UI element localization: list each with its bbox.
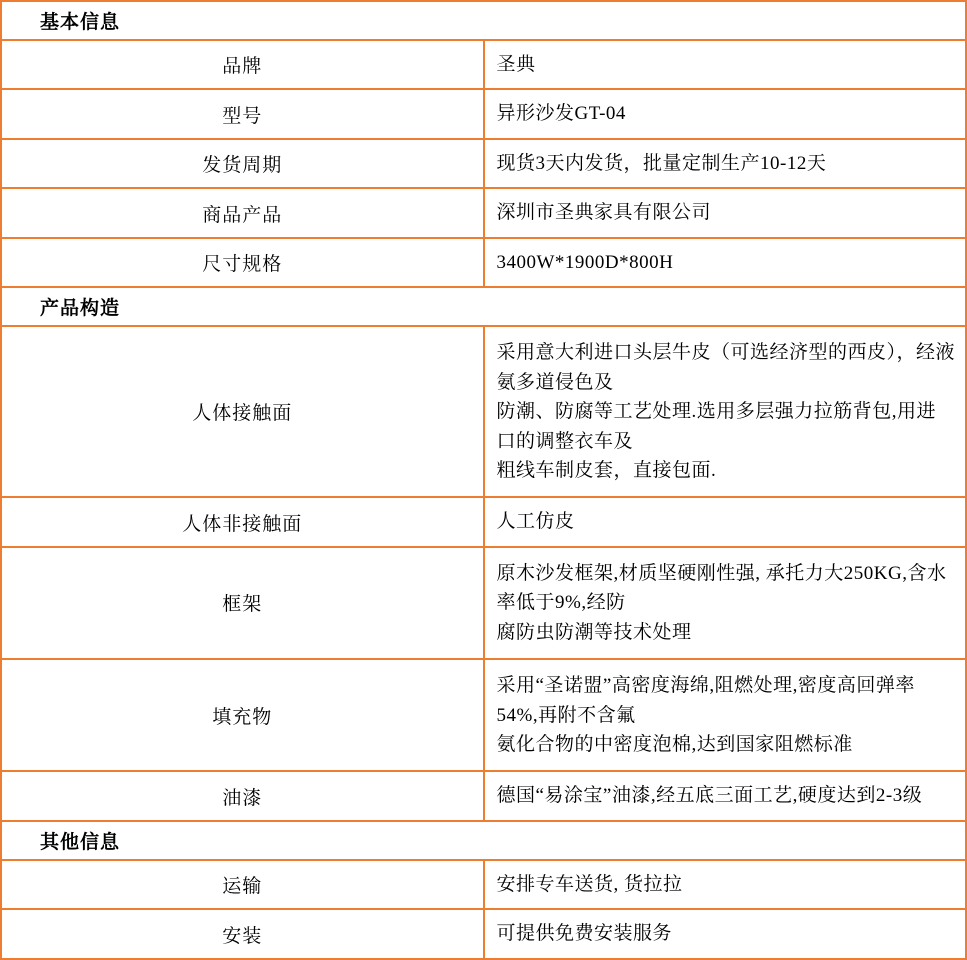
row-label: 发货周期	[1, 139, 484, 188]
row-value	[484, 238, 967, 287]
row-value	[484, 860, 967, 909]
row-value-line: 德国“易涂宝”油漆,经五底三面工艺,硬度达到2-3级	[496, 785, 923, 807]
row-value-line: 异形沙发GT-04	[496, 103, 626, 125]
row-label: 品牌	[1, 40, 484, 89]
row-value-line: 粗线车制皮套，直接包面.	[496, 459, 717, 481]
table-row	[1, 89, 966, 138]
row-value-line: 氨化合物的中密度泡棉,达到国家阻燃标准	[496, 734, 853, 755]
row-label: 填充物	[1, 659, 484, 771]
row-value	[484, 497, 967, 546]
row-label: 型号	[1, 89, 484, 138]
row-value-line: 防潮、防腐等工艺处理.选用多层强力拉筋背包,用进口的调整衣车及	[496, 401, 937, 452]
row-value-line: 安排专车送货, 货拉拉	[496, 873, 683, 895]
row-value-line: 采用“圣诺盟”高密度海绵,阻燃处理,密度高回弹率54%,再附不含氟	[496, 675, 915, 726]
table-row	[1, 860, 966, 909]
row-label: 安装	[1, 909, 484, 958]
row-label: 人体接触面	[1, 326, 484, 497]
row-value	[484, 326, 967, 497]
section-title: 基本信息	[1, 1, 966, 40]
row-value-line: 深圳市圣典家具有限公司	[496, 202, 712, 224]
row-value-line: 采用意大利进口头层牛皮（可选经济型的西皮），经液氨多道侵色及	[496, 342, 956, 393]
table-row	[1, 326, 966, 497]
row-value-line: 现货3天内发货，批量定制生产10-12天	[496, 152, 827, 174]
table-row	[1, 238, 966, 287]
row-value-line: 原木沙发框架,材质坚硬刚性强, 承托力大250KG,含水率低于9%,经防	[496, 562, 947, 614]
row-label: 运输	[1, 860, 484, 909]
section-title: 其他信息	[1, 821, 966, 860]
row-label: 商品产品	[1, 188, 484, 237]
table-row	[1, 771, 966, 820]
row-label: 尺寸规格	[1, 238, 484, 287]
row-label: 人体非接触面	[1, 497, 484, 546]
row-value	[484, 188, 967, 237]
row-value	[484, 909, 967, 958]
section-title: 产品构造	[1, 287, 966, 326]
table-row	[1, 139, 966, 188]
table-row	[1, 547, 966, 659]
row-value	[484, 40, 967, 89]
row-label: 油漆	[1, 771, 484, 820]
row-label: 框架	[1, 547, 484, 659]
row-value-line: 人工仿皮	[496, 511, 575, 533]
table-row	[1, 188, 966, 237]
row-value	[484, 659, 967, 771]
row-value	[484, 771, 967, 820]
row-value-line: 圣典	[496, 54, 536, 75]
table-row	[1, 659, 966, 771]
row-value-line: 腐防虫防潮等技术处理	[496, 621, 692, 643]
table-row	[1, 40, 966, 89]
section-header-row	[1, 821, 966, 860]
table-row	[1, 909, 966, 958]
row-value	[484, 547, 967, 659]
row-value-line: 3400W*1900D*800H	[496, 251, 674, 273]
section-header-row	[1, 287, 966, 326]
row-value	[484, 139, 967, 188]
row-value-line: 可提供免费安装服务	[496, 923, 673, 945]
table-row	[1, 497, 966, 546]
section-header-row	[1, 1, 966, 40]
row-value	[484, 89, 967, 138]
